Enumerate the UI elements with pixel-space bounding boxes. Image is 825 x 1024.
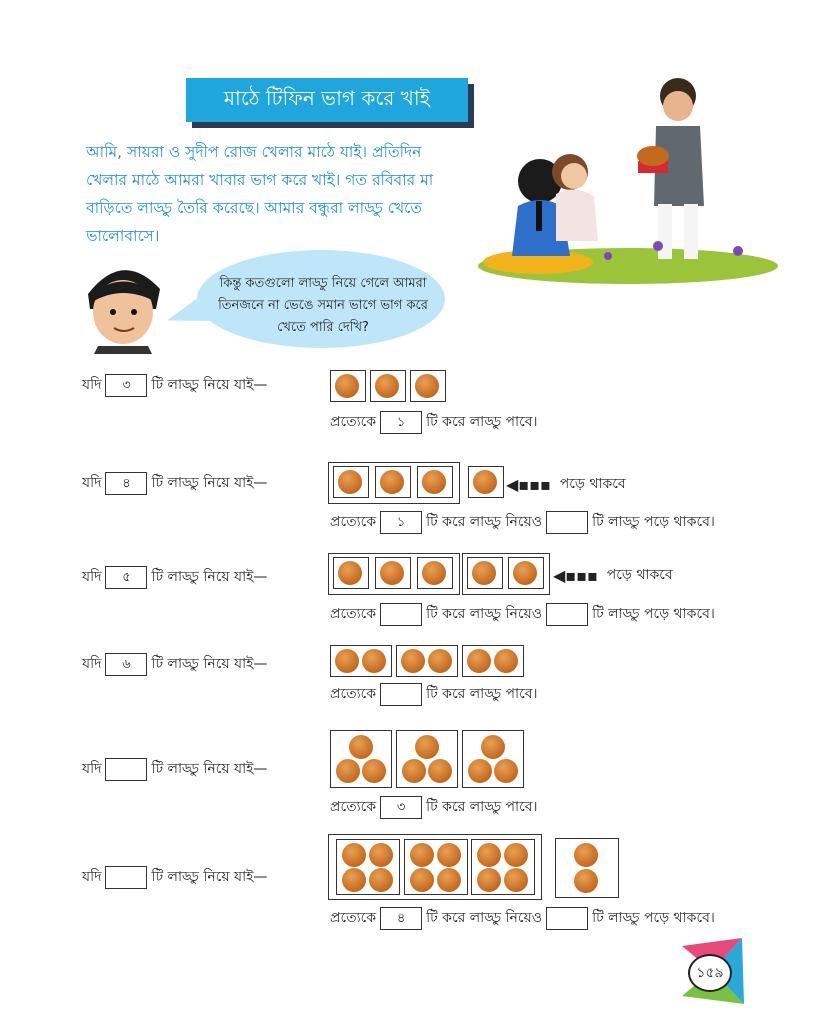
ladoo-group (471, 839, 535, 895)
ladoo-group (396, 730, 458, 788)
ladoo-group (330, 730, 392, 788)
ladoo-icon (473, 470, 497, 494)
take-count-field[interactable] (105, 866, 147, 889)
ladoo-icon (481, 735, 505, 759)
ladoo-icon (415, 735, 439, 759)
take-count-field[interactable] (105, 758, 147, 781)
ladoo-icon (428, 759, 452, 783)
ladoo-icon (477, 868, 501, 892)
ladoo-icon (338, 561, 362, 585)
ladoo-cell (467, 557, 503, 589)
ladoo-icon (574, 869, 598, 893)
ladoo-cell (375, 557, 411, 589)
ladoo-cell (333, 557, 369, 589)
ladoo-group (555, 838, 619, 898)
ladoo-group (404, 839, 468, 895)
ladoo-icon (494, 759, 518, 783)
children-illustration (478, 76, 778, 286)
take-count-field[interactable]: ৪ (105, 472, 147, 495)
page-title: মাঠে টিফিন ভাগ করে খাই (186, 78, 468, 122)
ladoo-icon (402, 759, 426, 783)
row-5-question: যদি টি লাড্ডু নিয়ে যাই— (82, 757, 267, 781)
ladoo-icon (437, 868, 461, 892)
speech-text: কিন্তু কতগুলো লাড্ডু নিয়ে গেলে আমরা তিনজনে না ভেঙে সমান ভাগে ভাগ করে খেতে পারি দেখি? (218, 276, 428, 335)
ladoo-group (336, 839, 400, 895)
ladoo-group (396, 645, 458, 677)
ladoo-icon (410, 843, 434, 867)
ladoo-icon (422, 561, 446, 585)
ladoo-group (330, 645, 392, 677)
ladoo-icon (467, 649, 491, 673)
ladoo-icon (335, 649, 359, 673)
ladoo-icon (437, 843, 461, 867)
row-5-answer: প্রত্যেকে ৩ টি করে লাড্ডু পাবে। (330, 795, 538, 819)
take-count-field[interactable]: ৬ (105, 653, 147, 676)
ladoo-icon (477, 843, 501, 867)
ladoo-icon (513, 561, 537, 585)
row-6-answer: প্রত্যেকে ৪ টি করে লাড্ডু নিয়েও টি লাড্ডু পড়ে থাকবে। (330, 906, 715, 930)
ladoo-icon (349, 735, 373, 759)
ladoo-group (462, 645, 524, 677)
arrow-left-icon: ◀▪▪▪ (506, 474, 551, 494)
left-count-field[interactable] (546, 603, 588, 626)
ladoo-icon (410, 868, 434, 892)
each-count-field[interactable] (380, 683, 422, 706)
ladoo-cell (468, 466, 504, 498)
leftover-note: ◀▪▪▪ পড়ে থাকবে (553, 565, 673, 585)
each-count-field[interactable]: ১ (380, 511, 422, 534)
ladoo-cell (417, 466, 453, 498)
each-count-field[interactable]: ৩ (380, 796, 422, 819)
row-2-question: যদি ৪ টি লাড্ডু নিয়ে যাই— (82, 471, 267, 495)
row-3-answer: প্রত্যেকে টি করে লাড্ডু নিয়েও টি লাড্ডু পড়ে থাকবে। (330, 602, 715, 626)
row-1-answer: প্রত্যেকে ১ টি করে লাড্ডু পাবে। (330, 410, 538, 434)
ladoo-icon (375, 374, 399, 398)
ladoo-icon (422, 470, 446, 494)
ladoo-icon (468, 759, 492, 783)
intro-paragraph: আমি, সায়রা ও সুদীপ রোজ খেলার মাঠে যাই। প্রতিদিন খেলার মাঠে আমরা খাবার ভাগ করে খাই। গত রবিবার মা বাড়িতে লাড্ডু তৈরি করেছে। আমার বন্ধুরা লাড্ডু খেতে ভালোবাসে। (86, 143, 434, 245)
ladoo-cell (417, 557, 453, 589)
each-count-field[interactable]: ১ (380, 411, 422, 434)
ladoo-icon (574, 843, 598, 867)
ladoo-icon (342, 843, 366, 867)
ladoo-icon (362, 759, 386, 783)
ladoo-icon (415, 374, 439, 398)
ladoo-icon (504, 868, 528, 892)
row-2-answer: প্রত্যেকে ১ টি করে লাড্ডু নিয়েও টি লাড্ডু পড়ে থাকবে। (330, 510, 715, 534)
ladoo-icon (342, 868, 366, 892)
arrow-left-icon: ◀▪▪▪ (553, 565, 598, 585)
ladoo-icon (369, 868, 393, 892)
ladoo-cell (508, 557, 544, 589)
ladoo-icon (369, 843, 393, 867)
ladoo-icon (428, 649, 452, 673)
left-count-field[interactable] (546, 511, 588, 534)
page-number: ১৫৯ (688, 954, 732, 992)
each-count-field[interactable]: ৪ (380, 907, 422, 930)
ladoo-icon (504, 843, 528, 867)
ladoo-cell (410, 370, 446, 402)
left-count-field[interactable] (546, 907, 588, 930)
row-4-question: যদি ৬ টি লাড্ডু নিয়ে যাই— (82, 652, 267, 676)
leftover-note: ◀▪▪▪ পড়ে থাকবে (506, 474, 626, 494)
row-4-answer: প্রত্যেকে টি করে লাড্ডু পাবে। (330, 682, 538, 706)
ladoo-cell (370, 370, 406, 402)
ladoo-icon (362, 649, 386, 673)
ladoo-cell (333, 466, 369, 498)
ladoo-icon (380, 561, 404, 585)
speech-bubble-tail (163, 294, 212, 334)
ladoo-icon (335, 374, 359, 398)
boy-illustration (78, 254, 168, 354)
ladoo-icon (380, 470, 404, 494)
take-count-field[interactable]: ৩ (105, 374, 147, 397)
row-6-question: যদি টি লাড্ডু নিয়ে যাই— (82, 865, 267, 889)
ladoo-group (462, 730, 524, 788)
row-1-question: যদি ৩ টি লাড্ডু নিয়ে যাই— (82, 373, 267, 397)
ladoo-icon (336, 759, 360, 783)
row-3-question: যদি ৫ টি লাড্ডু নিয়ে যাই— (82, 565, 267, 589)
ladoo-icon (338, 470, 362, 494)
ladoo-icon (401, 649, 425, 673)
ladoo-icon (472, 561, 496, 585)
ladoo-icon (494, 649, 518, 673)
ladoo-cell (375, 466, 411, 498)
ladoo-cell (330, 370, 366, 402)
take-count-field[interactable]: ৫ (105, 566, 147, 589)
each-count-field[interactable] (380, 603, 422, 626)
